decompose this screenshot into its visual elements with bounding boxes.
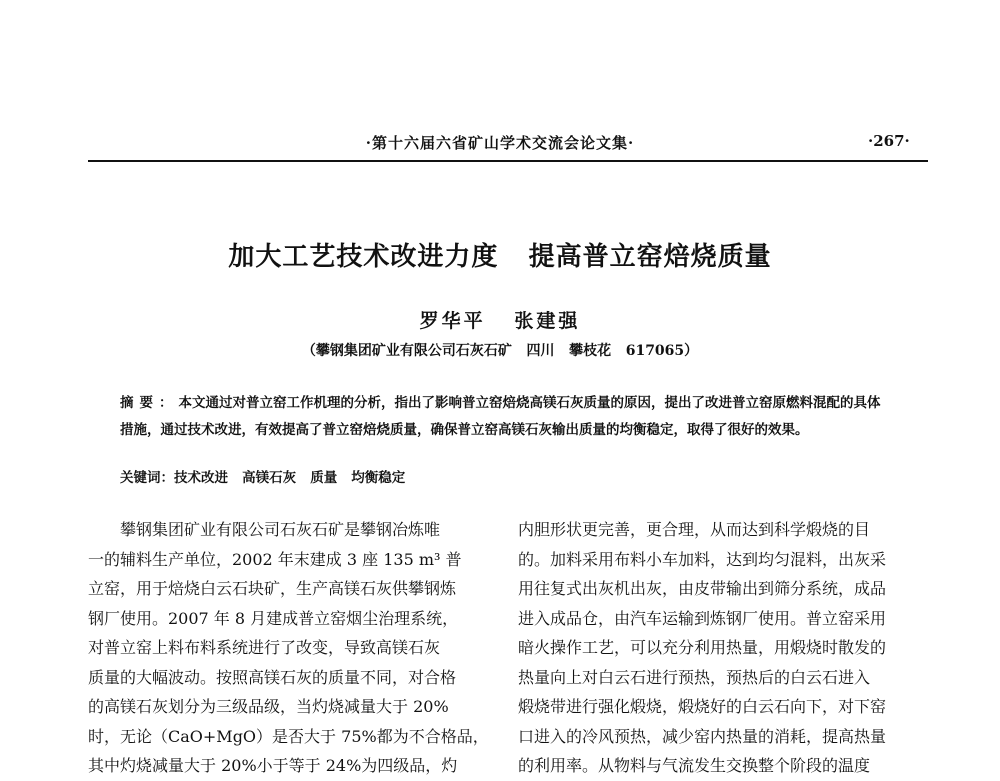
body-line: 的利用率。从物料与气流发生交换整个阶段的温度 — [518, 756, 871, 775]
body-line: 口进入的冷风预热，减少窑内热量的消耗，提高热量 — [518, 726, 887, 746]
keywords — [120, 466, 890, 486]
page-number: ·267· — [868, 132, 910, 150]
body-line: 时，无论（CaO+MgO）是否大于 75%都为不合格品， — [88, 726, 489, 746]
running-header: ·第十六届六省矿山学术交流会论文集· — [365, 134, 635, 152]
body-line: 一的辅料生产单位，2002 年末建成 3 座 135 m³ 普 — [88, 549, 462, 569]
body-line: 对普立窑上料布料系统进行了改变，导致高镁石灰 — [88, 638, 441, 657]
body-line: 暗火操作工艺，可以充分利用热量，用煅烧时散发的 — [518, 638, 887, 657]
body-line: 的高镁石灰划分为三级品级，当灼烧减量大于 20% — [88, 697, 449, 716]
paper-title: 加大工艺技术改进力度 提高普立窑焙烧质量 — [228, 242, 772, 272]
body-line: 的。加料采用布料小车加料，达到均匀混料，出灰采 — [518, 549, 887, 569]
body-line: 立窑，用于焙烧白云石块矿，生产高镁石灰供攀钢炼 — [88, 579, 457, 598]
body-column-left — [88, 515, 492, 781]
body-line: 其中灼烧减量大于 20%小于等于 24%为四级品，灼 — [88, 756, 458, 775]
body-line: 煅烧带进行强化煅烧，煅烧好的白云石向下，对下窑 — [518, 697, 887, 716]
body-line: 钢厂使用。2007 年 8 月建成普立窑烟尘治理系统， — [88, 608, 459, 628]
abstract — [120, 390, 890, 444]
abstract-text: 本文通过对普立窑工作机理的分析，指出了影响普立窑焙烧高镁石灰质量的原因，提出了改进普立窑原燃料混配的具体措施，通过技术改进，有效提高了普立窑焙烧质量，确保普立窑高镁石灰输出质量的均衡稳定，取得了很好的效果。 — [120, 395, 881, 438]
authors: 罗华平 张建强 — [419, 310, 581, 332]
body-line: 进入成品仓，由汽车运输到炼钢厂使用。普立窑采用 — [518, 608, 887, 628]
body-line: 质量的大幅波动。按照高镁石灰的质量不同，对合格 — [88, 667, 457, 687]
keywords-text: 技术改进 高镁石灰 质量 均衡稳定 — [174, 470, 406, 486]
body-line: 用往复式出灰机出灰，由皮带输出到筛分系统，成品 — [518, 579, 887, 598]
affiliation: （攀钢集团矿业有限公司石灰石矿 四川 攀枝花 617065） — [301, 343, 699, 359]
body-line: 攀钢集团矿业有限公司石灰石矿是攀钢冶炼唯 — [120, 520, 441, 539]
body-column-right — [518, 515, 922, 781]
keywords-label: 关键词： — [120, 470, 174, 486]
header-rule — [88, 160, 928, 162]
body-line: 内胆形状更完善，更合理，从而达到科学煅烧的目 — [518, 520, 871, 539]
abstract-label: 摘要： — [120, 395, 179, 411]
body-line: 热量向上对白云石进行预热，预热后的白云石进入 — [518, 667, 871, 687]
